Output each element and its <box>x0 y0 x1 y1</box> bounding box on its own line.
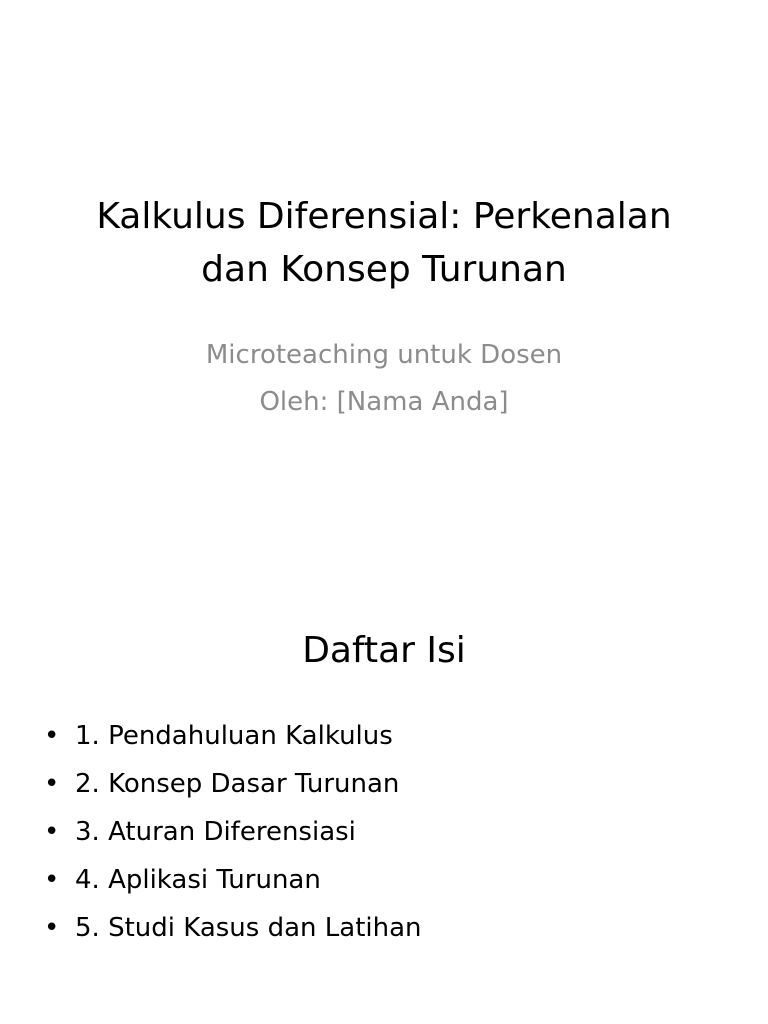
toc-item-label: 5. Studi Kasus dan Latihan <box>75 913 422 943</box>
bullet-icon: • <box>44 865 60 895</box>
toc-list <box>40 712 730 952</box>
slide-title-line-2: dan Konsep Turunan <box>201 249 567 290</box>
toc-item-label: 4. Aplikasi Turunan <box>75 865 321 895</box>
subtitle-author: Oleh: [Nama Anda] <box>259 387 509 417</box>
toc-item <box>40 904 730 952</box>
subtitle-line-1: Microteaching untuk Dosen <box>205 340 563 370</box>
toc-item-label: 2. Konsep Dasar Turunan <box>75 769 400 799</box>
bullet-icon: • <box>44 721 60 751</box>
toc-item <box>40 760 730 808</box>
bullet-icon: • <box>44 769 60 799</box>
bullet-icon: • <box>44 913 60 943</box>
toc-item-label: 3. Aturan Diferensiasi <box>75 817 356 847</box>
slide-title-line-1: Kalkulus Diferensial: Perkenalan <box>96 196 672 237</box>
toc-slide <box>0 512 768 1024</box>
toc-item <box>40 808 730 856</box>
slide-title <box>40 190 728 296</box>
toc-title: Daftar Isi <box>302 630 466 671</box>
toc-item-label: 1. Pendahuluan Kalkulus <box>75 721 393 751</box>
toc-item <box>40 856 730 904</box>
bullet-icon: • <box>44 817 60 847</box>
toc-item <box>40 712 730 760</box>
slide-subtitle <box>40 332 728 426</box>
